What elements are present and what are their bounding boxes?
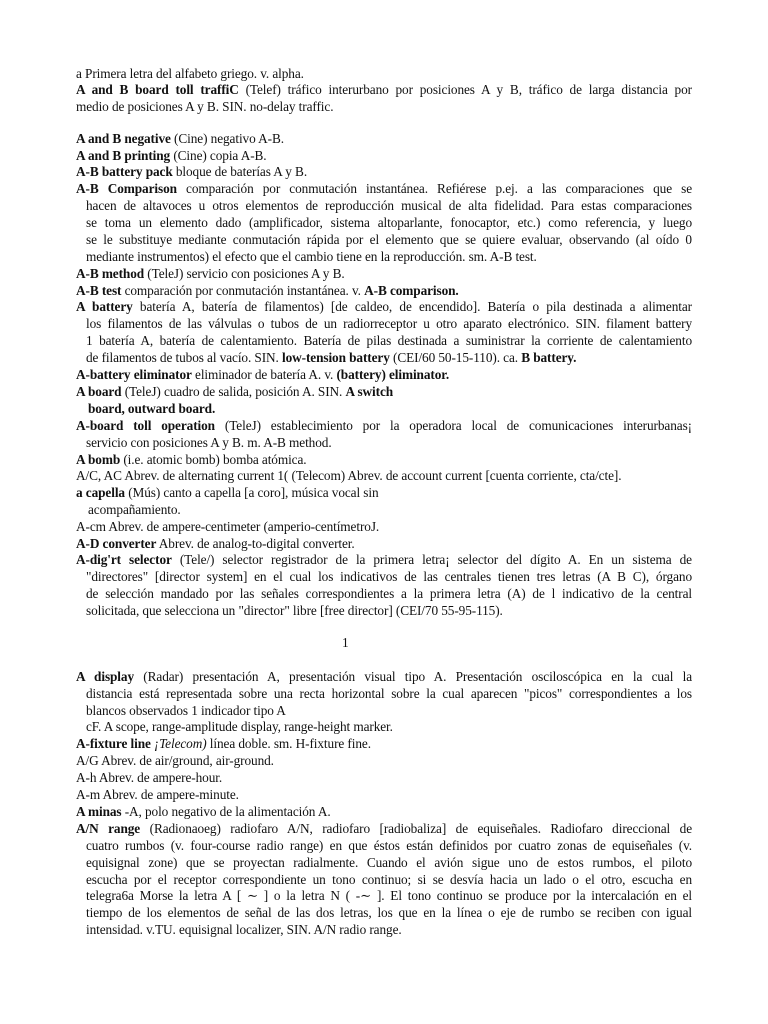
entry-text: A-cm Abrev. de ampere-centimeter (amperio-centímetroJ. [76, 519, 380, 534]
text-line [76, 519, 379, 535]
entry-text: línea doble. sm. H-fixture fine. [206, 736, 371, 751]
entry-text: a Primera letra del alfabeto griego. v. alpha. [76, 66, 304, 81]
entry-term: a capella [76, 485, 125, 500]
text-line [88, 502, 181, 518]
entry-text: 1 batería A, batería de calentamiento. Batería de pilas destinada a suministrar la corriente de calentamiento [86, 333, 692, 348]
text-line [76, 804, 331, 820]
text-line [76, 131, 284, 147]
text-line [76, 787, 239, 803]
entry-text: de selección mandado por las señales correspondientes a la primera letra (A) de l indicativo de la central [86, 586, 692, 601]
entry-text: (Tele/) selector registrador de la primera letra¡ selector del dígito A. En un sistema de [171, 552, 692, 567]
entry-text: (TeleJ) establecimiento por la operadora local de comunicaciones interurbanas¡ [214, 418, 692, 433]
entry-term: board, outward board. [88, 401, 216, 416]
text-line [86, 872, 692, 888]
entry-text: (TeleJ) cuadro de salida, posición A. SIN. [121, 384, 346, 399]
entry-term: low-tension battery [281, 350, 390, 365]
entry-term: A battery [76, 299, 133, 314]
text-line [76, 181, 692, 197]
entry-term: A-B test [76, 283, 122, 298]
text-line [76, 821, 692, 837]
text-line [76, 66, 304, 82]
entry-term: A minas [76, 804, 122, 819]
entry-term: A-D converter [76, 536, 157, 551]
entry-text: (CEI/60 50-15-110). ca. [389, 350, 522, 365]
text-line [86, 232, 692, 248]
text-line [76, 770, 222, 786]
entry-text: (Cine) copia A-B. [170, 148, 267, 163]
entry-text: eliminador de batería A. v. [191, 367, 337, 382]
entry-term: A bomb [76, 452, 121, 467]
entry-term: A-board toll operation [76, 418, 215, 433]
entry-text: (Radionaoeg) radiofaro A/N, radiofaro [radiobaliza] de equiseñales. Radiofaro direccional de [140, 821, 692, 836]
text-line [86, 603, 503, 619]
entry-text: "directores" [director system] en el cual los indicativos de las centrales tienen tres letras (A B C), órgano [86, 569, 692, 584]
text-line [76, 367, 449, 383]
entry-text: hacen de altavoces u otros elementos de reproducción musical de alta fidelidad. Para estas comparaciones [86, 198, 692, 213]
text-line [76, 669, 692, 685]
text-line [76, 266, 345, 282]
text-line [76, 418, 692, 434]
text-line [86, 586, 692, 602]
entry-text: (Cine) negativo A-B. [170, 131, 284, 146]
entry-text: se toma un elemento dado (amplificador, sistema altoparlante, fonocaptor, etc.) como referencia, y luego [86, 215, 692, 230]
text-line [86, 905, 692, 921]
text-line [86, 350, 576, 366]
entry-term: A-battery eliminator [76, 367, 192, 382]
entry-text: A-h Abrev. de ampere-hour. [76, 770, 223, 785]
text-line [76, 148, 267, 164]
entry-text: (TeleJ) servicio con posiciones A y B. [144, 266, 345, 281]
text-line [86, 249, 537, 265]
text-line [86, 569, 692, 585]
entry-term: A-fixture line [76, 736, 151, 751]
text-line [76, 164, 307, 180]
entry-term: A-B battery pack [76, 164, 173, 179]
entry-text: se le substituye mediante conmutación rápida por el elemento que se quiere evaluar, observando (al oído 0 [86, 232, 692, 247]
entry-term: (battery) eliminator. [336, 367, 450, 382]
text-line [76, 485, 379, 501]
entry-text: escucha por el receptor correspondiente un tono continuo; si se desvía hacia un lado o el otro, escucha en [86, 872, 692, 887]
entry-text: distancia está representada sobre una recta horizontal sobre la cual aparecen "picos" correspondientes a los [86, 686, 692, 701]
text-line [86, 333, 692, 349]
entry-text: medio de posiciones A y B. SIN. no-delay traffic. [76, 99, 334, 114]
entry-text: -A, polo negativo de la alimentación A. [121, 804, 331, 819]
entry-term: A-B method [76, 266, 145, 281]
text-line [76, 753, 274, 769]
entry-term: A board [76, 384, 122, 399]
entry-text: A-m Abrev. de ampere-minute. [76, 787, 239, 802]
text-line [86, 435, 332, 451]
text-line [86, 686, 692, 702]
entry-text: acompañamiento. [88, 502, 181, 517]
entry-text: Abrev. de analog-to-digital converter. [156, 536, 355, 551]
text-line [86, 198, 692, 214]
text-line [86, 719, 393, 735]
entry-text: comparación por conmutación instantánea. v. [121, 283, 365, 298]
entry-text: A/G Abrev. de air/ground, air-ground. [76, 753, 274, 768]
entry-text: equisignal zone) que se proyectan radialmente. Cuando el avión sigue uno de estos rumbos, el piloto [86, 855, 692, 870]
entry-text: (i.e. atomic bomb) bomba atómica. [120, 452, 307, 467]
entry-text: de filamentos de tubos al vacío. SIN. [86, 350, 282, 365]
text-line [86, 838, 692, 854]
text-line [76, 384, 393, 400]
text-line [76, 552, 692, 568]
entry-text: A/C, AC Abrev. de alternating current 1( (Telecom) Abrev. de account current [cuenta corriente, cta/cte]. [76, 468, 622, 483]
entry-term: A-B Comparison [76, 181, 177, 196]
entry-text: telegra6a Morse la letra A [ ∼ ] o la letra N ( -∼ ]. El tono continuo se produce por la intercalación en el [86, 888, 692, 903]
text-line [76, 299, 692, 315]
text-line [76, 283, 459, 299]
text-line [86, 888, 692, 904]
entry-text: (Mús) canto a capella [a coro], música vocal sin [124, 485, 379, 500]
text-line [86, 703, 286, 719]
text-line [76, 468, 621, 484]
entry-term: A and B board toll traffiC [76, 82, 239, 97]
text-line [86, 316, 692, 332]
entry-text: ¡Telecom) [150, 736, 207, 751]
entry-term: A switch [345, 384, 394, 399]
entry-text: los filamentos de las válvulas o tubos de un radiorreceptor u otro aparato electrónico. SIN. filament battery [86, 316, 692, 331]
entry-term: A/N range [76, 821, 141, 836]
text-line [86, 855, 692, 871]
entry-text: blancos observados 1 indicador tipo A [86, 703, 286, 718]
text-line [76, 82, 692, 98]
entry-text: (Telef) tráfico interurbano por posiciones A y B, tráfico de larga distancia por [238, 82, 692, 97]
text-line [76, 99, 333, 115]
entry-text: comparación por conmutación instantánea. Refiérese p.ej. a las comparaciones que se [176, 181, 692, 196]
entry-text: intensidad. v.TU. equisignal localizer, SIN. A/N radio range. [86, 922, 402, 937]
entry-term: B battery. [521, 350, 577, 365]
entry-text: (Radar) presentación A, presentación visual tipo A. Presentación osciloscópica en la cual la [134, 669, 692, 684]
entry-text: servicio con posiciones A y B. m. A-B method. [86, 435, 332, 450]
entry-text: cF. A scope, range-amplitude display, range-height marker. [86, 719, 393, 734]
text-line [88, 401, 215, 417]
entry-term: A display [76, 669, 135, 684]
entry-term: A-B comparison. [364, 283, 459, 298]
entry-term: A-dig'rt selector [76, 552, 172, 567]
entry-text: bloque de baterías A y B. [172, 164, 308, 179]
entry-term: A and B negative [76, 131, 171, 146]
text-line [76, 536, 355, 552]
entry-text: mediante instrumentos) el efecto que el cambio tiene en la reproducción. sm. A-B test. [86, 249, 537, 264]
page-number: 1 [342, 635, 349, 650]
text-line [86, 922, 402, 938]
entry-text: tiempo de los elementos de señal de las dos letras, los que en la línea o eje de rumbo se reciben con igual [86, 905, 692, 920]
entry-text: batería A, batería de filamentos) [de caldeo, de encendido]. Batería o pila destinada a alimentar [132, 299, 692, 314]
text-line [86, 215, 692, 231]
text-line [76, 736, 371, 752]
text-line [76, 452, 307, 468]
entry-text: solicitada, que selecciona un "director" libre [free director] (CEI/70 55-95-115). [86, 603, 503, 618]
entry-text: cuatro rumbos (v. four-course radio range) en que éstos están definidos por cuatro zonas de equiseñales (v. [86, 838, 692, 853]
entry-term: A and B printing [76, 148, 171, 163]
